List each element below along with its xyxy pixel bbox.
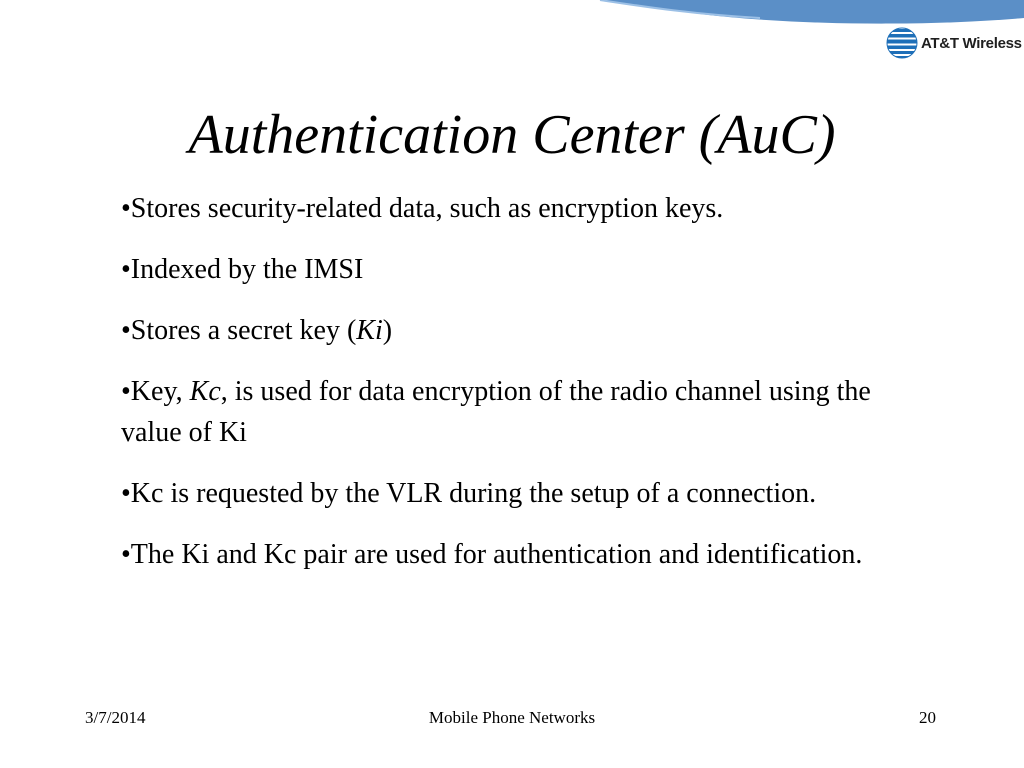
bullet-item bbox=[121, 188, 921, 229]
att-wireless-logo bbox=[886, 26, 1022, 60]
bullet-text: ) bbox=[382, 315, 393, 346]
bullet-text: •Key, bbox=[121, 376, 190, 407]
footer-title: Mobile Phone Networks bbox=[428, 708, 596, 727]
bullet-item bbox=[121, 473, 921, 514]
bullet-item bbox=[121, 249, 921, 290]
bullet-text: •Stores a secret key ( bbox=[121, 315, 357, 346]
bullet-text: •Indexed by the IMSI bbox=[121, 254, 364, 285]
bullet-item bbox=[121, 310, 921, 351]
header-swoosh bbox=[0, 0, 1024, 40]
bullet-emphasis: Ki bbox=[356, 315, 383, 346]
bullet-text: , is used for data encryption of the radio channel using the value of Ki bbox=[121, 376, 871, 448]
bullet-item bbox=[121, 534, 921, 575]
bullet-text: •Kc is requested by the VLR during the setup of a connection. bbox=[121, 478, 817, 509]
logo-text: AT&T Wireless bbox=[921, 34, 1022, 52]
slide-title: Authentication Center (AuC) bbox=[188, 104, 836, 166]
bullet-emphasis: Kc bbox=[189, 376, 221, 407]
bullet-text: •Stores security-related data, such as encryption keys. bbox=[121, 193, 724, 224]
bullet-item bbox=[121, 371, 921, 453]
bullet-text: •The Ki and Kc pair are used for authentication and identification. bbox=[121, 539, 863, 570]
page-number: 20 bbox=[919, 708, 936, 727]
bullet-list bbox=[121, 188, 921, 595]
footer-date: 3/7/2014 bbox=[85, 708, 146, 727]
globe-icon bbox=[886, 27, 918, 59]
